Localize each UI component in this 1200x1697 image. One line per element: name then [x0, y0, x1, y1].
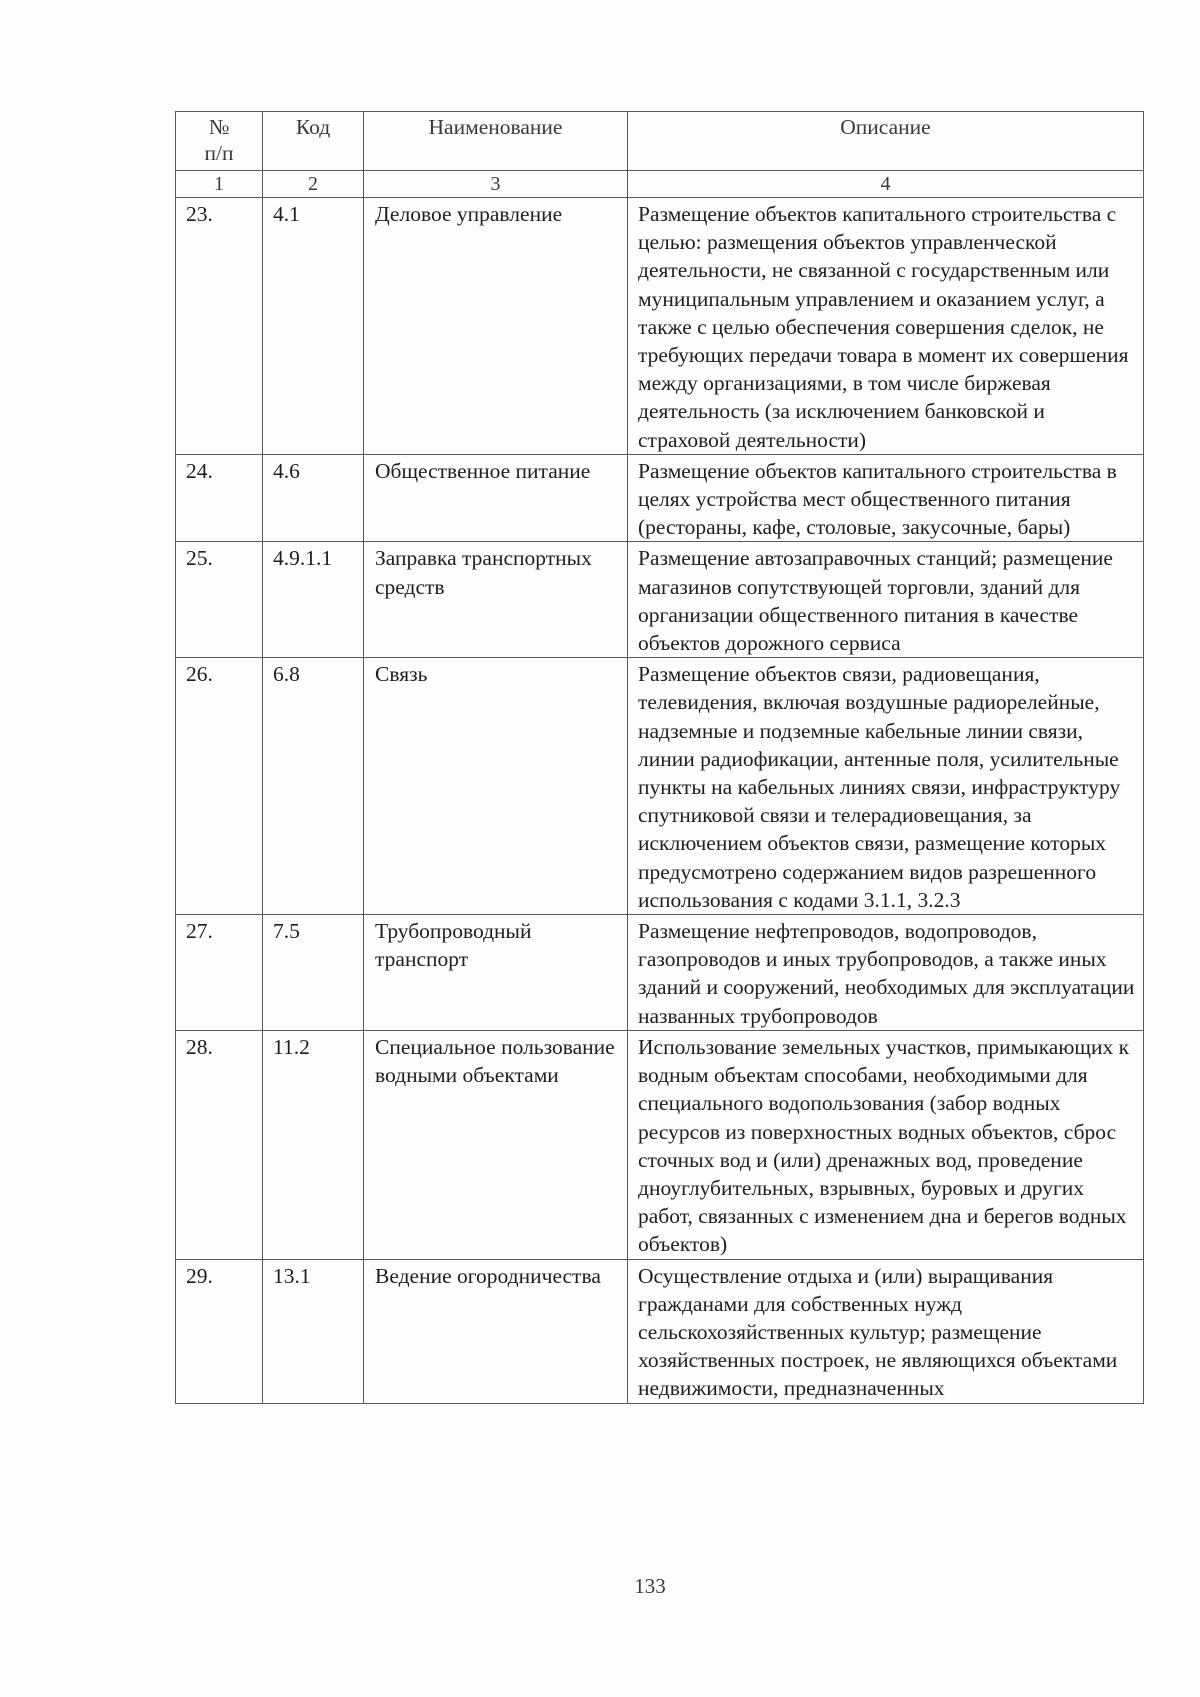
row-name: [364, 915, 628, 1031]
header-code: Код: [263, 112, 364, 171]
row-description-text: Использование земельных участков, примыкающих к водным объектам способами, необходимыми для специального водопользования (забор водных ресурсов из поверхностных водных объектов, сброс сточных вод и (или) дренажных вод, проведение дноуглубительных, взрывных, буровых и других работ, связанных с изменением дна и берегов водных объектов): [638, 1034, 1130, 1257]
table-row: [176, 542, 1144, 658]
row-description: [628, 454, 1144, 542]
table-row: [176, 915, 1144, 1031]
table-row: [176, 454, 1144, 542]
row-number-text: 28.: [186, 1034, 213, 1059]
row-code: [263, 1259, 364, 1403]
row-description-text: Размещение автозаправочных станций; размещение магазинов сопутствующей торговли, зданий для организации общественного питания в качестве объектов дорожного сервиса: [638, 546, 1113, 656]
column-number: 2: [263, 171, 364, 198]
row-number: [176, 915, 263, 1031]
row-name: [364, 454, 628, 542]
row-description: [628, 1259, 1144, 1403]
row-code: [263, 1030, 364, 1259]
column-number: 4: [628, 171, 1144, 198]
row-name-text: Связь: [375, 662, 428, 687]
row-number-text: 23.: [186, 202, 213, 226]
row-description-text: Осуществление отдыха и (или) выращивания гражданами для собственных нужд сельскохозяйственных культур; размещение хозяйственных построек, не являющихся объектами недвижимости, предназначенных: [638, 1263, 1118, 1401]
table-row: [176, 658, 1144, 915]
land-use-table: [175, 111, 1144, 1404]
row-name: [364, 542, 628, 658]
row-number: [176, 542, 263, 658]
row-description-text: Размещение объектов капитального строительства в целях устройства мест общественного питания (рестораны, кафе, столовые, закусочные, бары): [638, 458, 1117, 540]
table-row: [176, 1259, 1144, 1403]
row-code-text: 11.2: [273, 1034, 310, 1059]
row-name-text: Специальное пользование водными объектами: [375, 1034, 615, 1088]
row-number: [176, 198, 263, 455]
row-name-text: Заправка транспортных средств: [375, 546, 592, 599]
row-number-text: 24.: [186, 458, 213, 483]
row-code-text: 13.1: [273, 1263, 311, 1288]
row-code: [263, 915, 364, 1031]
row-code: [263, 198, 364, 455]
table-header-row: [176, 112, 1144, 171]
row-code: [263, 658, 364, 915]
row-description: [628, 542, 1144, 658]
row-code-text: 7.5: [273, 919, 300, 944]
row-name: [364, 1030, 628, 1259]
row-number-text: 29.: [186, 1263, 213, 1288]
row-number-text: 25.: [186, 546, 213, 571]
row-description: [628, 1030, 1144, 1259]
row-description-text: Размещение объектов капитального строительства с целью: размещения объектов управленческой деятельности, не связанной с государственным или муниципальным управлением и оказанием услуг, а также с целью обеспечения совершения сделок, не требующих передачи товара в момент их совершения между организациями, в том числе биржевая деятельность (за исключением банковской и страховой деятельности): [638, 202, 1129, 452]
row-number: [176, 454, 263, 542]
row-description-text: Размещение нефтепроводов, водопроводов, газопроводов и иных трубопроводов, а также иных зданий и сооружений, необходимых для эксплуатации названных трубопроводов: [638, 919, 1135, 1028]
row-number: [176, 658, 263, 915]
column-number: 1: [176, 171, 263, 198]
table-row: [176, 198, 1144, 455]
row-name: [364, 1259, 628, 1403]
row-description: [628, 915, 1144, 1031]
row-number-text: 27.: [186, 919, 213, 944]
row-name: [364, 198, 628, 455]
row-description-text: Размещение объектов связи, радиовещания, телевидения, включая воздушные радиорелейные, надземные и подземные кабельные линии связи, линии радиофикации, антенные поля, усилительные пункты на кабельных линиях связи, инфраструктуру спутниковой связи и телерадиовещания, за исключением объектов связи, размещение которых предусмотрено содержанием видов разрешенного использования с кодами 3.1.1, 3.2.3: [638, 662, 1121, 912]
row-number-text: 26.: [186, 662, 213, 687]
row-name-text: Ведение огородничества: [375, 1263, 601, 1288]
row-code-text: 4.9.1.1: [273, 546, 333, 571]
row-name-text: Общественное питание: [375, 458, 591, 483]
header-number: № п/п: [176, 112, 263, 171]
row-number: [176, 1030, 263, 1259]
row-number: [176, 1259, 263, 1403]
column-number: 3: [364, 171, 628, 198]
header-description: Описание: [628, 112, 1144, 171]
row-code-text: 6.8: [273, 662, 300, 687]
table-row: [176, 1030, 1144, 1259]
row-description: [628, 658, 1144, 915]
row-name: [364, 658, 628, 915]
row-code-text: 4.1: [273, 202, 300, 226]
row-code: [263, 542, 364, 658]
row-code: [263, 454, 364, 542]
row-name-text: Деловое управление: [375, 202, 563, 226]
row-code-text: 4.6: [273, 458, 300, 483]
column-number-row: [176, 171, 1144, 198]
page-number: 133: [634, 1574, 666, 1598]
header-name: Наименование: [364, 112, 628, 171]
row-name-text: Трубопроводный транспорт: [375, 919, 532, 972]
row-description: [628, 198, 1144, 455]
